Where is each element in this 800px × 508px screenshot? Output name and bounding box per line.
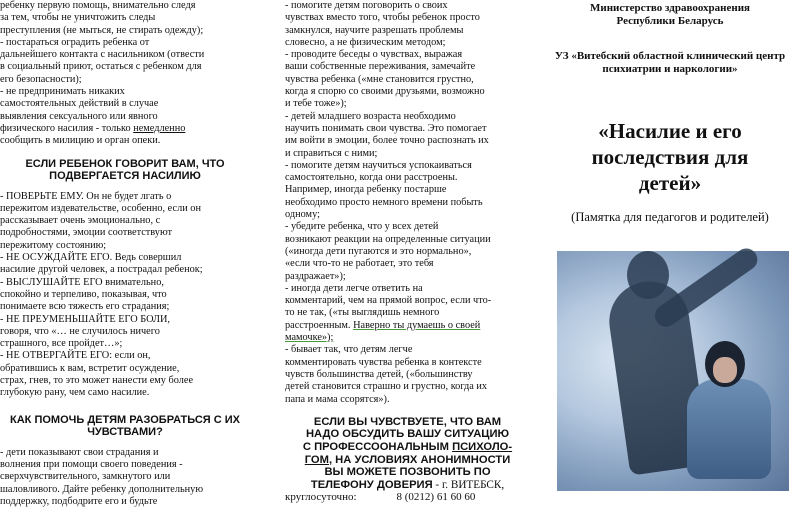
hotline-block (285, 416, 530, 504)
text-line: папа и мама ссорятся»). (285, 393, 390, 405)
column-left (0, 0, 250, 507)
text-line: ваши собственные переживания, замечайте (285, 61, 476, 73)
center-name: УЗ «Витебский областной клинический центр психиатрии и наркологии» (554, 50, 786, 75)
text-line: его безопасности); (0, 73, 82, 85)
text-line: чувствах вместо того, чтобы ребенок просто (285, 12, 480, 24)
text-line: научить понимать свои чувства. Это помогает (285, 122, 487, 134)
text-line: спокойно и терпеливо, показывая, что (0, 288, 167, 300)
advice-line: мамочке»); (285, 332, 334, 344)
text-line: дальнейшего контакта с насильником (отвести (0, 49, 205, 61)
text-line: - не предпринимать никаких (0, 86, 125, 98)
text-line: страх, гнев, то это может нанести ему более (0, 375, 194, 387)
advice-list-first-aid (0, 0, 250, 123)
cover-photo-shadow-child (557, 251, 789, 491)
text-line: насилие другой человек, а пострадал ребенок; (0, 264, 203, 276)
text-line: пережитом издевательстве, особенно, если он (0, 202, 201, 214)
text-line: - дети показывают свои страдания и (0, 446, 159, 458)
text-line: - ПОВЕРЬТЕ ЕМУ. Он не будет лгать о (0, 190, 172, 202)
brochure-subtitle: (Памятка для педагогов и родителей) (571, 210, 769, 224)
text-line: раздражает»); (285, 270, 346, 282)
text-line: то не так, («ты выглядишь немного (285, 307, 440, 319)
text-line: - ВЫСЛУШАЙТЕ ЕГО внимательно, (0, 276, 164, 288)
text-line: шаловливого. Дайте ребенку дополнительную (0, 483, 204, 495)
text-line: выявления сексуального или явного (0, 110, 158, 122)
text-line: рассказывает очень эмоционально, с (0, 215, 161, 227)
text-line: подробностями, эмоции соответствуют (0, 227, 173, 239)
text-line: пережитому состоянию; (0, 239, 107, 251)
advice-line: расстроенным. Наверно ты думаешь о своей (285, 319, 481, 331)
text-line: преступления (не мыться, не стирать одежду); (0, 24, 204, 36)
column-middle (285, 0, 530, 504)
text-line: поддержку, подбодрите его и будьте (0, 495, 158, 507)
hotline-phone: круглосуточно: 8 (0212) 61 60 60 (285, 491, 476, 504)
text-line: чувства ребенка («мне становится грустно, (285, 73, 474, 85)
text-line: - помогите детям научиться успокаиваться (285, 159, 472, 171)
immediately-underlined: немедленно (133, 122, 186, 134)
hotline-line: ГОМ, НА УСЛОВИЯХ АНОНИМНОСТИ (304, 453, 511, 466)
text-line: - детей младшего возраста необходимо (285, 110, 456, 122)
hotline-line: ТЕЛЕФОНУ ДОВЕРИЯ - г. ВИТЕБСК, (310, 478, 505, 491)
text-line: необходимо просто немного времени побыть (285, 196, 483, 208)
text-line: обратившись к вам, встретит осуждение, (0, 362, 180, 374)
heading-help-feelings: КАК ПОМОЧЬ ДЕТЯМ РАЗОБРАТЬСЯ С ИХ ЧУВСТВАМИ? (10, 413, 240, 439)
text-line: («иногда дети пугаются и это нормально», (285, 245, 472, 257)
text-line: и справиться с ними; (285, 147, 378, 159)
text-line: - постараться оградить ребенка от (0, 36, 150, 48)
hotline-line: ЕСЛИ ВЫ ЧУВСТВУЕТЕ, ЧТО ВАМ (313, 415, 502, 428)
text-line: возникают реакции на определенные ситуации (285, 233, 491, 245)
text-line: в социальный приют, остаться с ребенком для (0, 61, 202, 73)
child-body-shape (687, 379, 771, 479)
text-line: замкнулся, научите разрешать проблемы (285, 24, 464, 36)
advice-list-talk (285, 0, 530, 320)
text-line: говоря, что «… не случилось ничего (0, 325, 160, 337)
text-line: глубокую рану, чем само насилие. (0, 387, 150, 399)
text-line: самостоятельно, когда они расстроены. (285, 172, 458, 184)
text-line: словесно, а не физическим методом; (285, 36, 446, 48)
text-line: - помогите детям поговорить о своих (285, 0, 448, 11)
text-line: Например, иногда ребенку постарше (285, 184, 447, 196)
advice-line: сообщить в милицию и орган опеки. (0, 135, 161, 147)
text-line: когда я спорю со своими друзьями, возможно (285, 86, 485, 98)
text-line: - НЕ ОТВЕРГАЙТЕ ЕГО: если он, (0, 350, 151, 362)
text-line: - иногда дети легче ответить на (285, 282, 423, 294)
text-line: и тебе тоже»); (285, 98, 347, 110)
text-line: самостоятельных действий в случае (0, 98, 159, 110)
grammar-underlined: Наверно ты думаешь о своей (353, 319, 481, 331)
ministry-name: Министерство здравоохранения Республики Беларусь (589, 2, 751, 27)
text-line: чувств большинства детей, («большинству (285, 368, 473, 380)
text-line: - бывает так, что детям легче (285, 344, 413, 356)
text-line: комментировать чувства ребенка в контексте (285, 356, 482, 368)
text-line: понимаете всю тяжесть его страдания; (0, 301, 170, 313)
text-line: «если что-то не работает, это тебя (285, 258, 434, 270)
text-line: ребенку первую помощь, внимательно следя (0, 0, 196, 11)
text-line: - НЕ ПРЕУМЕНЬШАЙТЕ ЕГО БОЛИ, (0, 313, 171, 325)
text-line: - убедите ребенка, что у всех детей (285, 221, 439, 233)
child-face-shape (713, 357, 737, 383)
text-line: одному; (285, 209, 320, 221)
child-figure (687, 341, 777, 481)
text-line: комментарий, чем на прямой вопрос, если что- (285, 295, 492, 307)
text-line: - проводите беседы о чувствах, выражая (285, 49, 463, 61)
text-line: детей становится страшно и грустно, когда их (285, 381, 488, 393)
text-line: им войти в эмоции, более точно распознать их (285, 135, 489, 147)
heading-child-tells: ЕСЛИ РЕБЕНОК ГОВОРИТ ВАМ, ЧТО ПОДВЕРГАЕТСЯ НАСИЛИЮ (25, 157, 225, 183)
advice-list-believe (0, 191, 250, 400)
column-right (540, 0, 800, 494)
text-line: за тем, чтобы не уничтожить следы (0, 12, 156, 24)
text-line: волнения при помощи своего поведения - (0, 458, 183, 470)
hotline-line: С ПРОФЕССООНАЛЬНЫМ ПСИХОЛО- (302, 440, 513, 453)
advice-list-feelings (0, 447, 250, 508)
text-line: страшного, все пройдет…»; (0, 338, 123, 350)
brochure-title: «Насилие и его последствия для детей» (591, 119, 749, 195)
text-line: - НЕ ОСУЖДАЙТЕ ЕГО. Ведь совершил (0, 252, 182, 264)
advice-line: физического насилия - только немедленно (0, 122, 186, 134)
hotline-line: ВЫ МОЖЕТЕ ПОЗВОНИТЬ ПО (324, 466, 491, 479)
advice-list-context (285, 344, 530, 405)
hotline-line: НАДО ОБСУДИТЬ ВАШУ СИТУАЦИЮ (305, 428, 510, 441)
text-line: сверхчувствительного, замкнутого или (0, 471, 171, 483)
